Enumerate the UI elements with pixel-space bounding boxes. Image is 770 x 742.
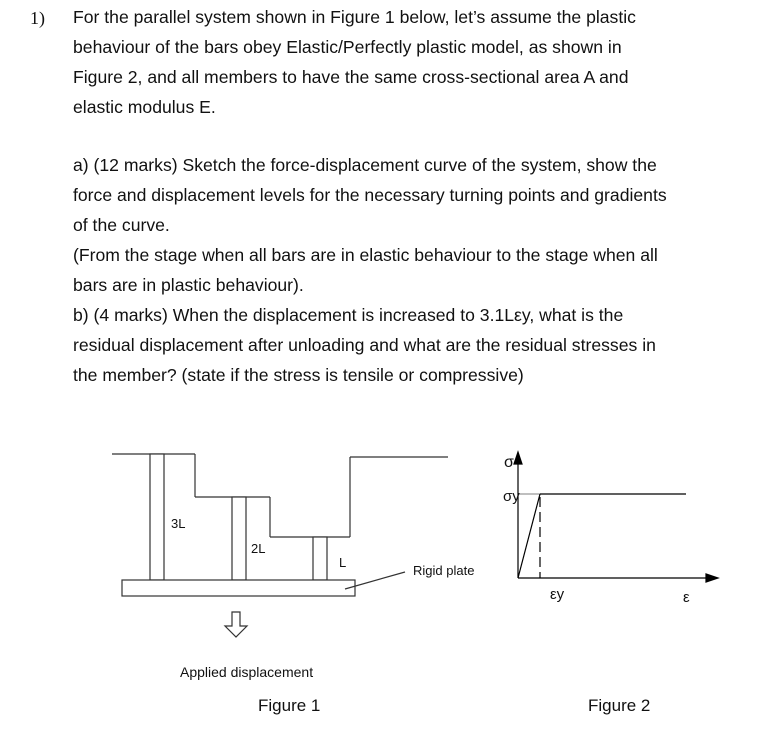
- rigid-plate: [122, 580, 355, 596]
- bar-3l: [150, 454, 164, 580]
- elastic-line: [518, 494, 540, 578]
- applied-displacement-label: Applied displacement: [180, 664, 314, 680]
- sigma-y-label: σy: [503, 488, 520, 505]
- part-b-line: residual displacement after unloading and what are the residual stresses in: [73, 335, 656, 355]
- question-number: 1): [30, 8, 45, 28]
- part-b-line: b) (4 marks) When the displacement is increased to 3.1Lεy, what is the: [73, 305, 624, 325]
- x-axis-arrowhead: [706, 574, 718, 582]
- rigid-plate-label: Rigid plate: [413, 563, 475, 578]
- bar-l-label: L: [339, 555, 347, 570]
- intro-line: Figure 2, and all members to have the same cross-sectional area A and: [73, 67, 629, 87]
- bar-3l-label: 3L: [171, 516, 186, 531]
- figure1-caption: Figure 1: [258, 696, 321, 715]
- intro-line: elastic modulus E.: [73, 97, 216, 117]
- part-b-line: the member? (state if the stress is tensile or compressive): [73, 365, 524, 385]
- part-a-line: (From the stage when all bars are in elastic behaviour to the stage when all: [73, 245, 658, 265]
- epsilon-y-label: εy: [550, 586, 565, 603]
- figure2-caption: Figure 2: [588, 696, 651, 715]
- bar-l: [313, 537, 327, 580]
- part-a-line: bars are in plastic behaviour).: [73, 275, 304, 295]
- intro-line: For the parallel system shown in Figure 1 below, let’s assume the plastic: [73, 7, 636, 27]
- epsilon-axis-label: ε: [683, 589, 690, 606]
- y-axis-arrowhead: [514, 452, 522, 464]
- displacement-arrow: [225, 612, 247, 637]
- part-a-line: a) (12 marks) Sketch the force-displacement curve of the system, show the: [73, 155, 657, 175]
- intro-line: behaviour of the bars obey Elastic/Perfectly plastic model, as shown in: [73, 37, 622, 57]
- bar-2l-label: 2L: [251, 541, 266, 556]
- part-a-line: force and displacement levels for the necessary turning points and gradients: [73, 185, 667, 205]
- part-a-line: of the curve.: [73, 215, 170, 235]
- bar-2l: [232, 497, 246, 580]
- sigma-axis-label: σ: [504, 454, 514, 471]
